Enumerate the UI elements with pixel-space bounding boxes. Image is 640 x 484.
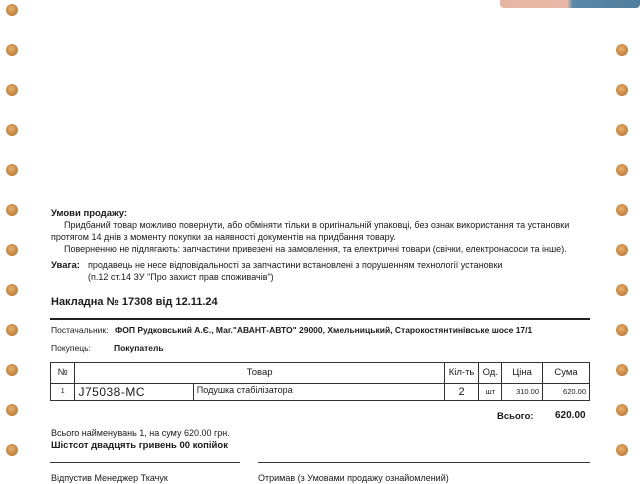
- divider: [258, 462, 590, 463]
- product-unit: шт: [479, 384, 502, 401]
- header-qty: Кіл-ть: [444, 363, 479, 384]
- total-in-words: Шістсот двадцять гривень 00 копійок: [51, 440, 228, 451]
- warning-text: продавець не несе відповідальності за запчастини встановлені з порушенням технології установки: [88, 260, 503, 270]
- buyer-label: Покупець:: [51, 343, 91, 353]
- right-tractor-holes: [616, 0, 634, 480]
- buyer-value: Покупатель: [114, 343, 164, 353]
- divider: [50, 318, 590, 320]
- total-value: 620.00: [555, 410, 586, 421]
- header-num: №: [51, 363, 75, 384]
- warning-reference: (п.12 ст.14 ЗУ "Про захист прав споживачів"): [88, 272, 274, 282]
- goods-table: [50, 362, 590, 401]
- header-sum: Сума: [543, 363, 590, 384]
- total-summary: Всього найменувань 1, на суму 620.00 грн.: [51, 428, 230, 438]
- product-code: J75038-MC: [75, 384, 193, 401]
- terms-paragraph-1-cont: протягом 14 днів з моменту покупки за наявності документів на придбання товару.: [51, 232, 396, 242]
- left-tractor-holes: [6, 0, 24, 480]
- released-by: Відпустив Менеджер Ткачук: [51, 473, 168, 483]
- header-product: Товар: [75, 363, 444, 384]
- total-label: Всього:: [497, 411, 534, 422]
- terms-paragraph-2: Поверненню не підлягають: запчастини привезені на замовлення, та електричні товари (свічки, електронасоси та інше).: [64, 244, 567, 254]
- supplier-label: Постачальник:: [51, 325, 109, 335]
- product-name: Подушка стабілізатора: [193, 384, 444, 401]
- header-unit: Од.: [479, 363, 502, 384]
- product-qty: 2: [444, 384, 479, 401]
- divider: [50, 462, 240, 463]
- product-sum: 620.00: [543, 384, 590, 401]
- received-by: Отримав (з Умовами продажу ознайомлений): [258, 473, 449, 483]
- product-price: 310.00: [502, 384, 543, 401]
- terms-title: Умови продажу:: [51, 208, 128, 219]
- warning-label: Увага:: [51, 260, 80, 271]
- terms-paragraph-1: Придбаний товар можливо повернути, або обміняти тільки в оригінальній упаковці, без ознак використання та установки: [64, 220, 570, 230]
- row-num: 1: [51, 384, 75, 401]
- supplier-value: ФОП Рудковський А.Є., Маг."АВАНТ-АВТО" 29000, Хмельницький, Старокостянтинівське шосе 17/1: [115, 325, 533, 335]
- header-price: Ціна: [502, 363, 543, 384]
- invoice-title: Накладна № 17308 від 12.11.24: [51, 296, 218, 308]
- table-row: [51, 384, 590, 401]
